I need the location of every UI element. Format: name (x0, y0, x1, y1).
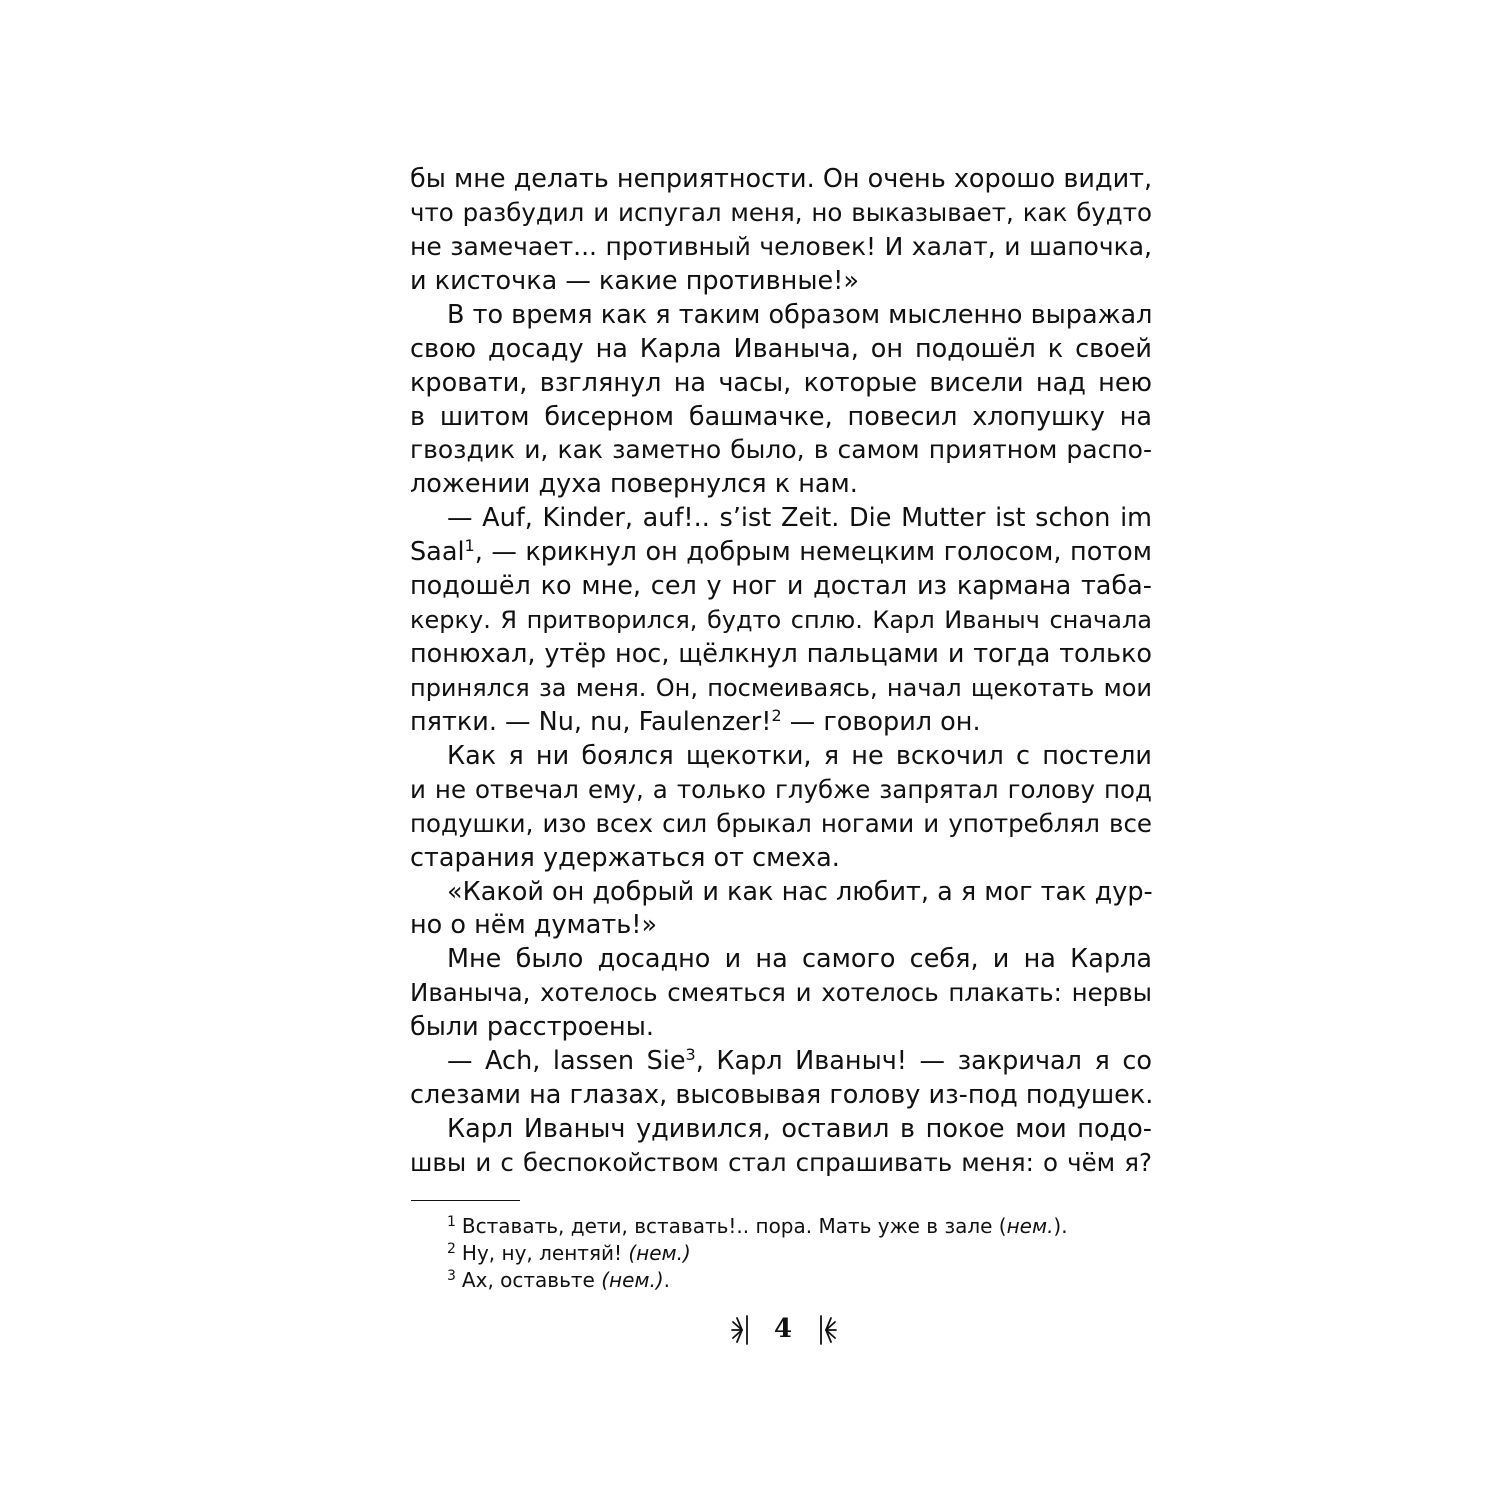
text-line: принялся за меня. Он, посмеиваясь, начал щекотать мои (410, 673, 1152, 702)
text-line: — Auf, Kinder, auf!.. s’ist Zeit. Die Mutter ist schon im (447, 503, 1152, 534)
text-line: Мне было досадно и на самого себя, и на Карла (447, 944, 1152, 975)
text-line: подушки, изо всех сил брыкал ногами и употреблял все (410, 808, 1152, 838)
text-line: Иваныча, хотелось смеяться и хотелось плакать: нервы (410, 978, 1152, 1008)
text-line: не замечает... противный человек! И халат, и шапочка, (410, 231, 1152, 261)
text-line: «Какой он добрый и как нас любит, а я мог так дур- (447, 876, 1153, 907)
text-line: ложении духа повернулся к нам. (410, 469, 858, 500)
text-line: В то время как я таким образом мысленно выражал (447, 299, 1153, 330)
text-line: понюхал, утёр нос, щёлкнул пальцами и тогда только (410, 639, 1152, 670)
footnote-separator (411, 1200, 520, 1201)
left-ornament-icon (728, 1310, 768, 1350)
text-line: в шитом бисерном башмачке, повесил хлопушку на (410, 401, 1152, 432)
footnote: $^2$ Ну, ну, лентяй! (нем.) (447, 1241, 691, 1265)
footnote-ref: 3 (685, 1045, 696, 1065)
footnote: $^1$ Вставать, дети, вставать!.. пора. Мать уже в зале (нем.). (447, 1214, 1068, 1238)
footnote-number: 1 (447, 1214, 456, 1230)
text-line: были расстроены. (410, 1012, 654, 1043)
text-line: и не отвечал ему, а только глубже запрятал голову под (410, 774, 1152, 804)
footnote-ref: 2 (771, 705, 782, 725)
text-line: кровати, взглянул на часы, которые висели над нею (410, 367, 1152, 398)
page-number-ornament (728, 1310, 838, 1350)
footnote-number: 3 (447, 1268, 456, 1284)
right-ornament-icon (800, 1310, 840, 1350)
text-line: швы и с беспокойством стал спрашивать меня: о чём я? (410, 1147, 1152, 1177)
text-line: старания удержаться от смеха. (410, 842, 840, 873)
text-line: Как я ни боялся щекотки, я не вскочил с постели (447, 740, 1152, 771)
footnote-ref: 1 (464, 536, 475, 556)
text-line: подошёл ко мне, сел у ног и достал из кармана таба- (410, 571, 1152, 602)
text-line: Карл Иваныч удивился, оставил в покое мои подо- (447, 1114, 1152, 1145)
text-line: свою досаду на Карла Иваныча, он подошёл к своей (410, 333, 1152, 364)
text-line: — Ach, lassen Sie$^3$, Карл Иваныч! — закричал я со (447, 1045, 1152, 1077)
text-line: керку. Я притворился, будто сплю. Карл Иваныч сначала (410, 606, 1152, 635)
text-line: слезами на глазах, высовывая голову из-под подушек. (410, 1080, 1154, 1111)
page-number: 4 (773, 1314, 793, 1344)
footnote-number: 2 (447, 1241, 456, 1257)
text-line: бы мне делать неприятности. Он очень хорошо видит, (410, 164, 1153, 194)
text-line: пятки. — Nu, nu, Faulenzer!$^2$ — говорил он. (410, 705, 981, 737)
text-line: но о нём думать!» (410, 910, 658, 941)
footnote: $^3$ Ах, оставьте (нем.). (447, 1268, 670, 1292)
text-line: гвоздик и, как заметно было, в самом приятном распо- (410, 435, 1152, 465)
text-line: и кисточка — какие противные!» (410, 265, 859, 296)
text-line: что разбудил и испугал меня, но выказывает, как будто (410, 197, 1152, 227)
text-line: Saal$^1$, — крикнул он добрым немецким голосом, потом (410, 536, 1152, 568)
